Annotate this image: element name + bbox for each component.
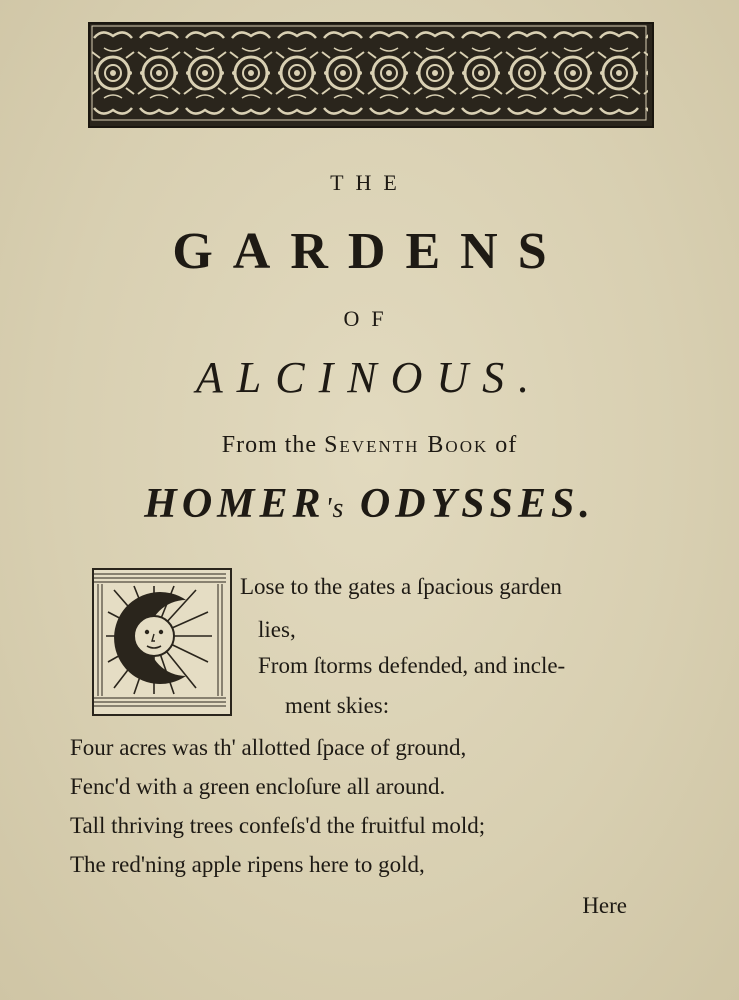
title-line-the: THE bbox=[330, 170, 409, 195]
source-work-title bbox=[0, 480, 739, 528]
verse-line-4: ment skies: bbox=[285, 693, 390, 718]
verse-line-5: Four acres was th' allotted ſpace of ground, bbox=[70, 735, 467, 760]
verse-line-7: Tall thriving trees confeſs'd the fruitful mold; bbox=[70, 813, 486, 838]
title-line-alcinous: ALCINOUS. bbox=[195, 353, 544, 402]
catchword: Here bbox=[582, 893, 627, 918]
title-line-gardens: GARDENS bbox=[172, 223, 567, 280]
verse-line-8: The red'ning apple ripens here to gold, bbox=[70, 852, 425, 877]
work-name: ODYSSES. bbox=[359, 481, 595, 527]
author-name: HOMER bbox=[144, 481, 326, 527]
source-book: Seventh Book bbox=[324, 432, 489, 458]
verse-line-3: From ſtorms defended, and incle- bbox=[258, 653, 566, 678]
verse-line-2: lies, bbox=[258, 617, 296, 642]
verse-line-1: Lose to the gates a ſpacious garden bbox=[240, 574, 562, 599]
source-line bbox=[0, 432, 739, 459]
verse-line-6: Fenc'd with a green encloſure all around. bbox=[70, 774, 446, 799]
source-prefix: From the bbox=[221, 432, 318, 458]
title-line-of: OF bbox=[343, 306, 396, 331]
source-of: of bbox=[495, 432, 518, 458]
author-possessive: 's bbox=[325, 493, 345, 524]
sun-face-initial-icon bbox=[92, 568, 232, 716]
ornamental-headpiece-icon bbox=[88, 22, 654, 128]
